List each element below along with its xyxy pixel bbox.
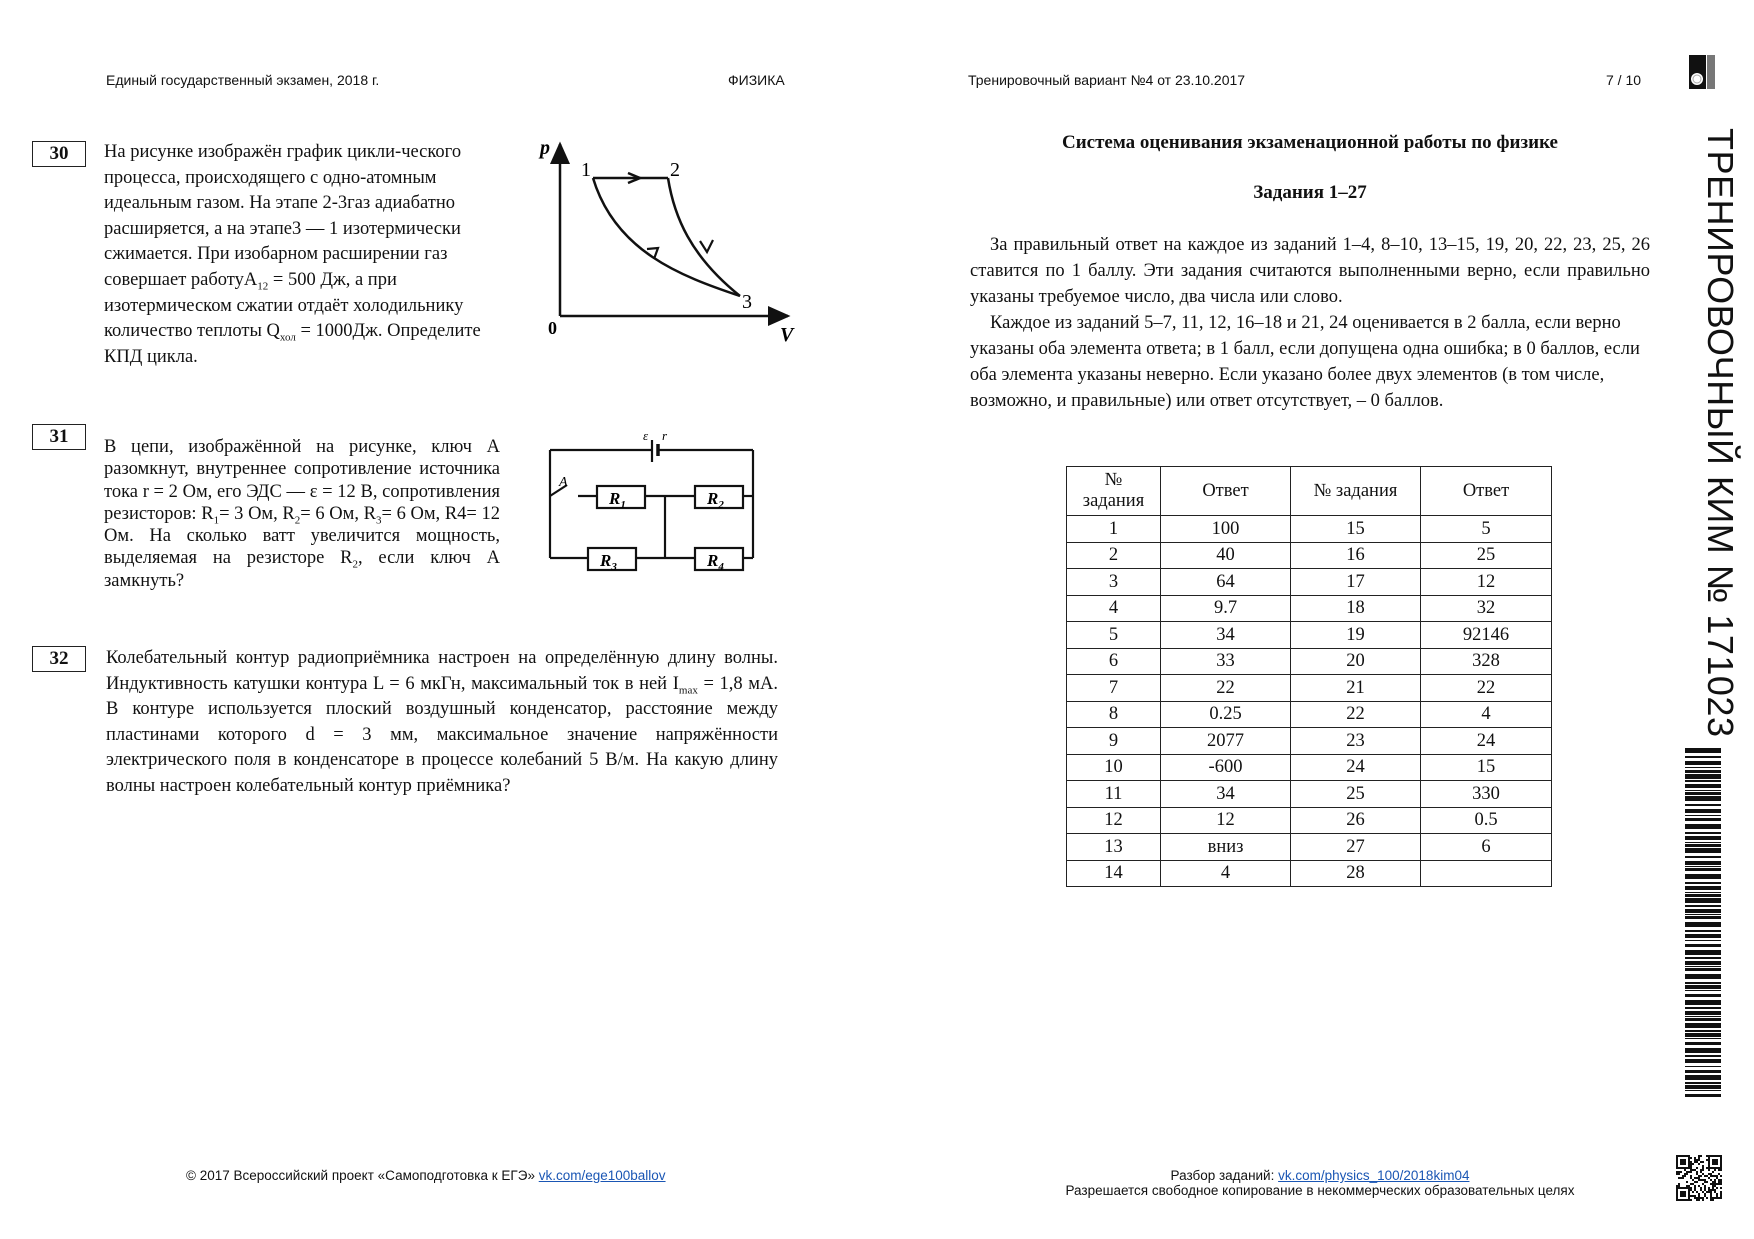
task-number-cell: 2 bbox=[1067, 542, 1161, 569]
table-row bbox=[1067, 834, 1552, 861]
table-row bbox=[1067, 754, 1552, 781]
task-number-cell: 24 bbox=[1291, 754, 1421, 781]
grading-text bbox=[970, 232, 1650, 414]
grading-para-1: За правильный ответ на каждое из заданий 1–4, 8–10, 13–15, 19, 20, 22, 23, 25, 26 ставится по 1 баллу. Эти задания считаются выполненными верно, если правильно указаны требуемое число, два числа или слово. bbox=[970, 235, 1650, 307]
task-number-cell: 11 bbox=[1067, 781, 1161, 808]
table-row bbox=[1067, 675, 1552, 702]
table-row bbox=[1067, 860, 1552, 887]
axis-p-label: p bbox=[540, 137, 550, 159]
answer-cell: 24 bbox=[1421, 728, 1552, 755]
answer-cell: 330 bbox=[1421, 781, 1552, 808]
qr-code-icon bbox=[1676, 1155, 1722, 1203]
answer-cell: 40 bbox=[1161, 542, 1291, 569]
circuit-diagram-figure bbox=[545, 428, 765, 578]
answer-cell: 33 bbox=[1161, 648, 1291, 675]
answer-cell: 25 bbox=[1421, 542, 1552, 569]
task-31-text-part: В цепи, изображённой на рисунке, ключ А разомкнут, внутреннее сопротивление источника тока r = 2 Ом, его ЭДС — ε = 12 В, сопротивления резисторов: R bbox=[104, 437, 500, 524]
answer-cell: 12 bbox=[1161, 807, 1291, 834]
answer-cell: -600 bbox=[1161, 754, 1291, 781]
subscript: 12 bbox=[257, 280, 269, 293]
col-header-answer: Ответ bbox=[1161, 467, 1291, 516]
internal-resistance-label: r bbox=[662, 428, 668, 443]
answer-cell: 22 bbox=[1421, 675, 1552, 702]
answer-cell: 9.7 bbox=[1161, 595, 1291, 622]
answer-cell: 328 bbox=[1421, 648, 1552, 675]
col-header-task: № задания bbox=[1067, 467, 1161, 516]
answer-cell: 4 bbox=[1161, 860, 1291, 887]
header-subject: ФИЗИКА bbox=[728, 72, 785, 88]
answer-cell: 6 bbox=[1421, 834, 1552, 861]
answer-cell: 100 bbox=[1161, 516, 1291, 543]
footer-copy-note: Разрешается свободное копирование в некоммерческих образовательных целях bbox=[1065, 1183, 1575, 1198]
answer-cell: 34 bbox=[1161, 622, 1291, 649]
task-31-text-part: = 6 Ом, R4= 12 Ом. На сколько ватт увеличится мощность, выделяемая на резисторе R bbox=[104, 503, 501, 569]
table-row bbox=[1067, 781, 1552, 808]
point-1-label: 1 bbox=[581, 159, 591, 181]
switch-a-label: A bbox=[559, 475, 568, 490]
col-header-answer-2: Ответ bbox=[1421, 467, 1552, 516]
header-variant: Тренировочный вариант №4 от 23.10.2017 bbox=[968, 72, 1246, 88]
task-number-cell: 14 bbox=[1067, 860, 1161, 887]
table-row bbox=[1067, 728, 1552, 755]
grading-title: Система оценивания экзаменационной работы по физике bbox=[1061, 132, 1558, 153]
subscript: хол bbox=[279, 331, 296, 344]
subscript: 1 bbox=[213, 514, 220, 527]
answer-cell: 92146 bbox=[1421, 622, 1552, 649]
barcode-icon bbox=[1683, 748, 1723, 1100]
task-number-cell: 16 bbox=[1291, 542, 1421, 569]
table-row bbox=[1067, 569, 1552, 596]
answer-cell: 5 bbox=[1421, 516, 1552, 543]
table-row bbox=[1067, 807, 1552, 834]
grading-para-2: Каждое из заданий 5–7, 11, 12, 16–18 и 21, 24 оценивается в 2 балла, если верно указаны оба элемента ответа; в 1 балл, если допущена одна ошибка; в 0 баллов, если оба элемента указаны неверно. Если указано более двух элементов (в том числе, возможно, и правильные) или ответ отсутствует, – 0 баллов. bbox=[970, 313, 1640, 411]
task-number-cell: 5 bbox=[1067, 622, 1161, 649]
footer-copyright: © 2017 Всероссийский проект «Самоподготовка к ЕГЭ» bbox=[186, 1168, 539, 1183]
task-31-text-part: = 6 Ом, R bbox=[300, 503, 376, 524]
task-number-cell: 17 bbox=[1291, 569, 1421, 596]
task-30-text bbox=[104, 140, 496, 370]
task-number-cell: 18 bbox=[1291, 595, 1421, 622]
answer-cell: 2077 bbox=[1161, 728, 1291, 755]
task-number-cell: 25 bbox=[1291, 781, 1421, 808]
subscript: 3 bbox=[375, 514, 382, 527]
footer-analysis-label: Разбор заданий: bbox=[1170, 1168, 1279, 1183]
task-number-cell: 26 bbox=[1291, 807, 1421, 834]
subscript: 2 bbox=[294, 514, 301, 527]
point-3-label: 3 bbox=[742, 291, 752, 313]
task-30-number: 30 bbox=[32, 141, 86, 167]
page-number: 7 / 10 bbox=[1606, 72, 1642, 88]
task-number-cell: 13 bbox=[1067, 834, 1161, 861]
task-number-cell: 10 bbox=[1067, 754, 1161, 781]
r3-label: $R_3$ bbox=[600, 551, 617, 573]
task-number-cell: 20 bbox=[1291, 648, 1421, 675]
r1-label: $R_1$ bbox=[609, 489, 626, 511]
table-row bbox=[1067, 622, 1552, 649]
task-30-text-part: На рисунке изображён график цикли-ческого процесса, происходящего с одно-атомным идеальным газом. На этапе 2-3газ адиабатно расширяется, а на этапе3 — 1 изотермически сжимается. При изобарном расширении газ совершает работуA bbox=[104, 142, 462, 290]
task-number-cell: 19 bbox=[1291, 622, 1421, 649]
task-number-cell: 4 bbox=[1067, 595, 1161, 622]
point-2-label: 2 bbox=[670, 159, 680, 181]
footer-left bbox=[186, 1168, 666, 1183]
answer-cell: 64 bbox=[1161, 569, 1291, 596]
task-number-cell: 7 bbox=[1067, 675, 1161, 702]
task-31-text bbox=[104, 436, 500, 592]
footer-link-ege100ballov[interactable]: vk.com/ege100ballov bbox=[538, 1168, 666, 1183]
header-exam-title: Единый государственный экзамен, 2018 г. bbox=[106, 72, 380, 88]
emf-label: ε bbox=[643, 428, 649, 443]
answer-cell bbox=[1421, 860, 1552, 887]
task-number-cell: 23 bbox=[1291, 728, 1421, 755]
table-header-row bbox=[1067, 467, 1552, 516]
footer-right bbox=[1020, 1168, 1620, 1198]
task-32-text-part: = 1,8 мА. В контуре используется плоский воздушный конденсатор, расстояние между пластинами которого d = 3 мм, максимальное значение напряжённости электрического поля в конденсаторе в процессе колебаний 5 В/м. На какую длину волны настроен колебательный контур приёмника? bbox=[106, 673, 778, 796]
task-31-number: 31 bbox=[32, 424, 86, 450]
subscript: max bbox=[678, 684, 698, 697]
task-number-cell: 15 bbox=[1291, 516, 1421, 543]
task-number-cell: 6 bbox=[1067, 648, 1161, 675]
answer-cell: вниз bbox=[1161, 834, 1291, 861]
answers-table bbox=[1066, 466, 1552, 887]
subscript: 2 bbox=[352, 559, 358, 572]
answer-cell: 32 bbox=[1421, 595, 1552, 622]
table-row bbox=[1067, 701, 1552, 728]
footer-link-physics[interactable]: vk.com/physics_100/2018kim04 bbox=[1278, 1168, 1470, 1183]
task-32-text-part: Колебательный контур радиоприёмника настроен на определённую длину волны. Индуктивность катушки контура L = 6 мкГн, максимальный ток в ней I bbox=[106, 648, 778, 694]
task-number-cell: 8 bbox=[1067, 701, 1161, 728]
task-31-text-part: , если ключ А замкнуть? bbox=[104, 548, 500, 591]
table-row bbox=[1067, 648, 1552, 675]
origin-label: 0 bbox=[548, 318, 557, 338]
answer-cell: 34 bbox=[1161, 781, 1291, 808]
answer-cell: 15 bbox=[1421, 754, 1552, 781]
grading-subtitle: Задания 1–27 bbox=[1253, 182, 1367, 203]
task-31-text-part: = 3 Ом, R bbox=[219, 503, 295, 524]
task-30-text-part: = 500 Дж, а при изотермическом сжатии отдаёт холодильнику количество теплоты Q bbox=[104, 269, 464, 342]
task-32-number: 32 bbox=[32, 646, 86, 672]
answer-cell: 4 bbox=[1421, 701, 1552, 728]
task-number-cell: 1 bbox=[1067, 516, 1161, 543]
table-row bbox=[1067, 542, 1552, 569]
answer-cell: 22 bbox=[1161, 675, 1291, 702]
pv-diagram-figure bbox=[530, 136, 800, 346]
col-header-task-2: № задания bbox=[1291, 467, 1421, 516]
task-number-cell: 12 bbox=[1067, 807, 1161, 834]
answer-cell: 0.5 bbox=[1421, 807, 1552, 834]
task-number-cell: 27 bbox=[1291, 834, 1421, 861]
vertical-kim-title: ТРЕНИРОВОЧНЫЙ КИМ № 171023 bbox=[1700, 128, 1741, 738]
task-32-text bbox=[106, 646, 778, 800]
r4-label: $R_4$ bbox=[707, 551, 724, 573]
table-row bbox=[1067, 516, 1552, 543]
table-row bbox=[1067, 595, 1552, 622]
r2-label: $R_2$ bbox=[707, 489, 724, 511]
task-number-cell: 21 bbox=[1291, 675, 1421, 702]
task-number-cell: 22 bbox=[1291, 701, 1421, 728]
axis-v-label: V bbox=[780, 324, 794, 346]
answer-cell: 0.25 bbox=[1161, 701, 1291, 728]
task-30-text-part: = 1000Дж. Определите КПД цикла. bbox=[104, 321, 481, 367]
corner-marker-icon bbox=[1689, 55, 1715, 89]
task-number-cell: 3 bbox=[1067, 569, 1161, 596]
task-number-cell: 9 bbox=[1067, 728, 1161, 755]
answer-cell: 12 bbox=[1421, 569, 1552, 596]
task-number-cell: 28 bbox=[1291, 860, 1421, 887]
